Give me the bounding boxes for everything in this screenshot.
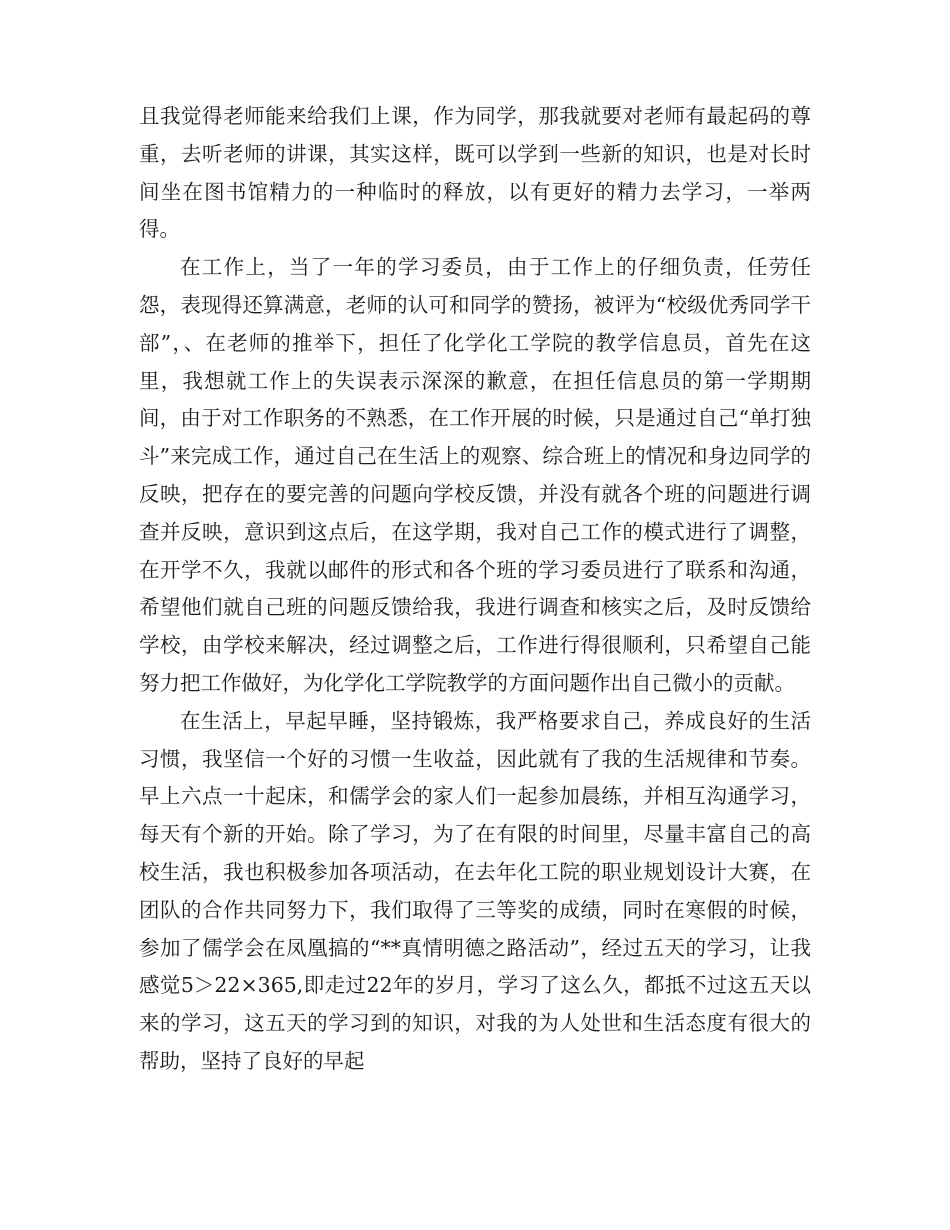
paragraph-3: 在生活上，早起早睡，坚持锻炼，我严格要求自己，养成良好的生活习惯，我坚信一个好的习惯一生收益，因此就有了我的生活规律和节奏。早上六点一十起床，和儒学会的家人们一起参加晨练，并相互沟通学习，每天有个新的开始。除了学习，为了在有限的时间里，尽量丰富自己的高校生活，我也积极参加各项活动，在去年化工院的职业规划设计大赛，在团队的合作共同努力下，我们取得了三等奖的成绩，同时在寒假的时候，参加了儒学会在凤凰搞的“**真情明德之路活动”，经过五天的学习，让我感觉5＞22×365,即走过22年的岁月，学习了这么久，都抵不过这五天以来的学习，这五天的学习到的知识，对我的为人处世和生活态度有很大的帮助，坚持了良好的早起 bbox=[139, 708, 811, 1073]
paragraph-1: 且我觉得老师能来给我们上课，作为同学，那我就要对老师有最起码的尊重，去听老师的讲课，其实这样，既可以学到一些新的知识，也是对长时间坐在图书馆精力的一种临时的释放，以有更好的精力去学习，一举两得。 bbox=[139, 104, 811, 242]
document-page bbox=[139, 98, 811, 1081]
paragraph-2: 在工作上，当了一年的学习委员，由于工作上的仔细负责，任劳任怨，表现得还算满意，老师的认可和同学的赞扬，被评为“校级优秀同学干部”，、在老师的推举下，担任了化学化工学院的教学信息员，首先在这里，我想就工作上的失误表示深深的歉意，在担任信息员的第一学期期间，由于对工作职务的不熟悉，在工作开展的时候，只是通过自己“单打独斗”来完成工作，通过自己在生活上的观察、综合班上的情况和身边同学的反映，把存在的要完善的问题向学校反馈，并没有就各个班的问题进行调查并反映，意识到这点后，在这学期，我对自己工作的模式进行了调整，在开学不久，我就以邮件的形式和各个班的学习委员进行了联系和沟通，希望他们就自己班的问题反馈给我，我进行调查和核实之后，及时反馈给学校，由学校来解决，经过调整之后，工作进行得很顺利，只希望自己能努力把工作做好，为化学化工学院教学的方面问题作出自己微小的贡献。 bbox=[139, 255, 811, 695]
